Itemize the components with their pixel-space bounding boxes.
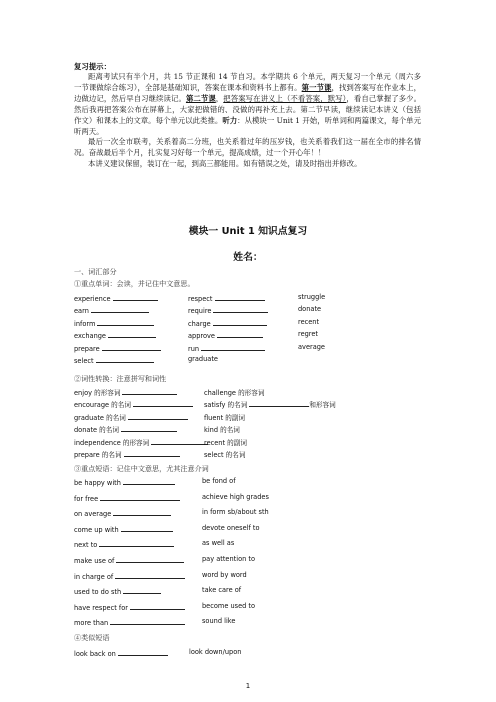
word-item bbox=[298, 305, 321, 313]
name-label: 姓名： bbox=[233, 252, 263, 263]
word-item bbox=[74, 305, 149, 315]
word-item-label: struggle bbox=[298, 293, 326, 301]
answer-blank[interactable] bbox=[116, 555, 184, 563]
phrase-item bbox=[202, 555, 255, 563]
answer-blank[interactable] bbox=[121, 424, 177, 432]
intro-text bbox=[74, 72, 421, 170]
phrase-row bbox=[74, 493, 424, 504]
answer-blank[interactable] bbox=[122, 387, 177, 395]
word-item-label: select bbox=[74, 357, 94, 365]
answer-blank[interactable] bbox=[121, 524, 173, 532]
phrase-row bbox=[74, 477, 424, 488]
answer-blank[interactable] bbox=[115, 571, 185, 579]
answer-blank[interactable] bbox=[110, 617, 185, 625]
answer-blank[interactable] bbox=[213, 305, 268, 313]
answer-blank[interactable] bbox=[100, 493, 180, 501]
phrase-item-label: make use of bbox=[74, 557, 115, 565]
phrase-item bbox=[202, 586, 241, 594]
word-item-label: graduate bbox=[188, 355, 218, 363]
intro-paragraph-1: 距离考试只有半个月，共 15 节正课和 14 节自习。本学期共 6 个单元，两天复习一个单元（周六多一节课做综合练习），全部是基础知识，答案在课本和资料书上都有。第一节课，找到答案写在作业本上，边做边记，然后早自习继续读记。第二节课，把答案写在讲义上（不看答案，默写），看自己掌握了多少。然后我再把答案公布在屏幕上，大家把做错的、没做的再补充上去。第二节早读，继续读记本讲义（包括作文）和课本上的文章。每个单元以此类推。听力：从模块一 Unit 1 开始，听单词和两篇课文，每个单元听两天。 bbox=[74, 72, 421, 136]
word-item bbox=[188, 330, 263, 340]
answer-blank[interactable] bbox=[91, 305, 149, 313]
phrase-item bbox=[74, 602, 185, 612]
phrase-item-label: pay attention to bbox=[202, 555, 256, 563]
intro-paragraph-2: 最后一次全市联考，关系着高二分班，也关系着过年的压岁钱，也关系着我们这一届在全市的排名情况。奋战最后半个月，扎实复习好每一个单元，提高成绩，过一个开心年！！ bbox=[74, 137, 421, 158]
word-item-label: exchange bbox=[74, 332, 106, 341]
intro-paragraph-3: 本讲义建议保留，装订在一起，到高三都能用。如有错误之处，请及时指出并修改。 bbox=[88, 159, 362, 169]
answer-blank[interactable] bbox=[128, 412, 188, 420]
word-form-item-label: recent 的副词 bbox=[204, 438, 247, 447]
word-form-item-label: prepare 的名词 bbox=[74, 451, 122, 459]
phrase-item bbox=[202, 508, 269, 516]
section-vocabulary: 一、词汇部分 bbox=[74, 267, 117, 276]
phrase-item-label: devote oneself to bbox=[202, 523, 260, 532]
phrase-item bbox=[202, 571, 247, 579]
word-item bbox=[188, 318, 267, 328]
word-item-label: earn bbox=[74, 307, 89, 316]
similar-phrase-item-label: look back on bbox=[74, 650, 116, 658]
phrase-item bbox=[74, 524, 173, 534]
word-form-row bbox=[74, 424, 424, 435]
phrase-item-label: achieve high grades bbox=[202, 492, 269, 501]
word-row bbox=[74, 330, 424, 341]
phrase-item bbox=[202, 524, 260, 532]
word-form-row bbox=[74, 449, 424, 460]
phrase-item-label: in form sb/about sth bbox=[202, 508, 269, 517]
phrase-item-label: more than bbox=[74, 619, 109, 628]
phrase-item-label: used to do sth bbox=[74, 588, 122, 597]
word-item-label: approve bbox=[188, 332, 215, 341]
word-item-label: run bbox=[188, 344, 200, 353]
word-form-item-label: enjoy 的形容词 bbox=[74, 389, 121, 397]
phrase-item-label: be happy with bbox=[74, 479, 121, 487]
phrase-item-label: word by word bbox=[202, 570, 247, 579]
word-item-label: recent bbox=[298, 317, 320, 326]
page-number: 1 bbox=[245, 682, 251, 690]
intro-p1c-underlined: 把答案写在讲义上（不看答案，默写） bbox=[223, 93, 347, 103]
listening-label: 听力 bbox=[222, 115, 238, 125]
answer-blank[interactable] bbox=[213, 318, 267, 326]
word-form-item-label: satisfy 的名词 bbox=[204, 401, 248, 410]
word-item bbox=[188, 293, 265, 303]
word-row bbox=[74, 343, 424, 354]
phrase-item-label: be fond of bbox=[202, 477, 236, 485]
word-item-label: average bbox=[298, 342, 325, 351]
phrase-item bbox=[202, 539, 234, 547]
module-title: 模块一 Unit 1 知识点复习 bbox=[188, 226, 308, 237]
word-item-label: experience bbox=[74, 295, 111, 303]
phrase-item bbox=[202, 617, 235, 625]
phrase-row bbox=[74, 617, 424, 628]
answer-blank[interactable] bbox=[108, 330, 156, 338]
intro-p1d-text: ，看自己掌握了多少。然后我再把答案公布在屏幕上，大家把做错的、没做的再补充上去。第二节早读，继续读记本讲义（包括作文）和课本上的文章。每个单元以此类推。 bbox=[74, 93, 421, 125]
word-item bbox=[188, 355, 218, 363]
intro-p1b-text: ，找到答案写在作业本上，边做边记，然后早自习继续读记。 bbox=[74, 82, 421, 103]
answer-blank[interactable] bbox=[201, 343, 265, 351]
phrase-row bbox=[74, 524, 424, 535]
phrase-row bbox=[74, 508, 424, 519]
word-item bbox=[298, 343, 325, 351]
intro-p1e-text: ：从模块一 Unit 1 开始，听单词和两篇课文，每个单元听两天。 bbox=[74, 115, 421, 136]
answer-blank[interactable] bbox=[96, 355, 154, 363]
answer-blank[interactable] bbox=[130, 602, 185, 610]
word-form-item-label: select 的名词 bbox=[204, 451, 246, 459]
section-key-phrases: ③重点短语：记住中文意思，尤其注意介词 bbox=[74, 464, 209, 473]
word-item bbox=[74, 293, 158, 303]
review-tips-title: 复习提示： bbox=[74, 62, 111, 71]
phrase-item-label: have respect for bbox=[74, 603, 128, 612]
phrase-item bbox=[74, 477, 175, 487]
word-form-item-label: graduate 的名词 bbox=[74, 413, 126, 422]
phrase-item bbox=[74, 493, 180, 503]
answer-blank[interactable] bbox=[215, 293, 265, 301]
phrase-item bbox=[74, 539, 174, 549]
word-item-label: charge bbox=[188, 319, 211, 328]
answer-blank[interactable] bbox=[97, 318, 154, 326]
word-form-item bbox=[74, 437, 208, 447]
phrase-item-label: take care of bbox=[202, 586, 242, 595]
word-item-label: inform bbox=[74, 319, 96, 328]
word-item bbox=[298, 293, 325, 301]
answer-blank[interactable] bbox=[133, 399, 193, 407]
phrase-row bbox=[74, 602, 424, 613]
word-form-item bbox=[74, 412, 188, 422]
answer-blank[interactable] bbox=[217, 330, 263, 338]
similar-phrase-item bbox=[74, 648, 168, 658]
answer-blank[interactable] bbox=[249, 399, 309, 407]
word-form-item bbox=[74, 449, 180, 459]
answer-blank[interactable] bbox=[99, 539, 174, 547]
word-item bbox=[188, 305, 268, 315]
answer-blank[interactable] bbox=[113, 508, 171, 516]
word-row bbox=[74, 355, 424, 366]
phrase-item bbox=[74, 586, 161, 596]
word-form-item bbox=[74, 387, 177, 397]
phrase-item bbox=[74, 555, 184, 565]
phrase-item-label: next to bbox=[74, 541, 98, 550]
intro-p1-text: 距离考试只有半个月，共 15 节正课和 14 节自习。本学期共 6 个单元，两天复习一个单元（周六多一节课做综合练习），全部是基础知识，答案在课本和资料书上都有。 bbox=[74, 72, 421, 92]
word-item bbox=[74, 355, 154, 365]
word-row bbox=[74, 293, 424, 304]
phrase-item-label: in charge of bbox=[74, 572, 114, 581]
word-form-item bbox=[74, 399, 193, 409]
word-form-item-label: encourage 的名词 bbox=[74, 401, 131, 410]
second-class-label: 第二节课 bbox=[185, 93, 216, 103]
word-row bbox=[74, 305, 424, 316]
phrase-item-label: for free bbox=[74, 494, 99, 503]
first-class-label: 第一节课 bbox=[301, 82, 332, 92]
word-item bbox=[188, 343, 265, 353]
phrase-item-label: come up with bbox=[74, 525, 119, 534]
word-form-item-label: donate 的名词 bbox=[74, 426, 119, 435]
word-form-item bbox=[204, 399, 336, 409]
word-form-row bbox=[74, 387, 424, 398]
word-form-item bbox=[204, 424, 240, 434]
phrase-row bbox=[74, 586, 424, 597]
word-item bbox=[74, 330, 156, 340]
word-item bbox=[298, 330, 318, 338]
answer-blank[interactable] bbox=[123, 586, 161, 594]
word-form-row bbox=[74, 412, 424, 423]
phrase-row bbox=[74, 571, 424, 582]
word-form-item bbox=[74, 424, 177, 434]
section-similar-phrases: ④类似短语 bbox=[74, 633, 110, 642]
answer-blank[interactable] bbox=[118, 648, 168, 656]
word-item-label: regret bbox=[298, 330, 319, 339]
word-form-row bbox=[74, 399, 424, 410]
answer-blank[interactable] bbox=[113, 293, 158, 301]
section-key-words: ①重点单词：会读，并记住中文意思。 bbox=[74, 279, 195, 288]
phrase-item-label: as well as bbox=[202, 539, 235, 548]
word-item-label: prepare bbox=[74, 344, 100, 353]
word-row bbox=[74, 318, 424, 329]
word-form-item-label: challenge 的形容词 bbox=[204, 389, 265, 397]
word-item bbox=[298, 318, 319, 326]
phrase-item-label: on average bbox=[74, 510, 112, 519]
word-form-item bbox=[204, 412, 245, 422]
word-form-item-label: kind 的名词 bbox=[204, 426, 240, 435]
answer-blank[interactable] bbox=[123, 477, 175, 485]
phrase-item bbox=[202, 493, 269, 501]
word-form-item-label: fluent 的副词 bbox=[204, 413, 246, 422]
word-form-item-label: independence 的形容词 bbox=[74, 438, 150, 447]
section-word-forms: ②词性转换：注意拼写和词性 bbox=[74, 374, 167, 383]
phrase-item-label: sound like bbox=[202, 617, 236, 626]
word-form-row bbox=[74, 437, 424, 448]
answer-blank[interactable] bbox=[151, 437, 208, 445]
word-form-item bbox=[204, 449, 245, 459]
similar-phrase-row bbox=[74, 648, 424, 659]
phrase-row bbox=[74, 555, 424, 566]
similar-phrase-item bbox=[189, 648, 241, 656]
answer-blank[interactable] bbox=[102, 343, 161, 351]
phrase-item bbox=[74, 571, 185, 581]
word-form-item bbox=[204, 387, 264, 397]
phrase-item-label: become used to bbox=[202, 601, 256, 610]
phrase-item bbox=[202, 477, 236, 485]
phrase-item bbox=[202, 602, 255, 610]
phrase-row bbox=[74, 539, 424, 550]
phrase-item bbox=[74, 617, 185, 627]
phrase-item bbox=[74, 508, 171, 518]
word-item-label: respect bbox=[188, 295, 213, 303]
word-item bbox=[74, 318, 154, 328]
word-item-label: require bbox=[188, 307, 212, 316]
word-item-label: donate bbox=[298, 305, 322, 314]
answer-blank[interactable] bbox=[124, 449, 180, 457]
similar-phrase-item-label: look down/upon bbox=[189, 648, 242, 656]
word-form-item bbox=[204, 437, 247, 447]
word-form-item-suffix: 和形容词 bbox=[309, 401, 336, 410]
word-item bbox=[74, 343, 161, 353]
